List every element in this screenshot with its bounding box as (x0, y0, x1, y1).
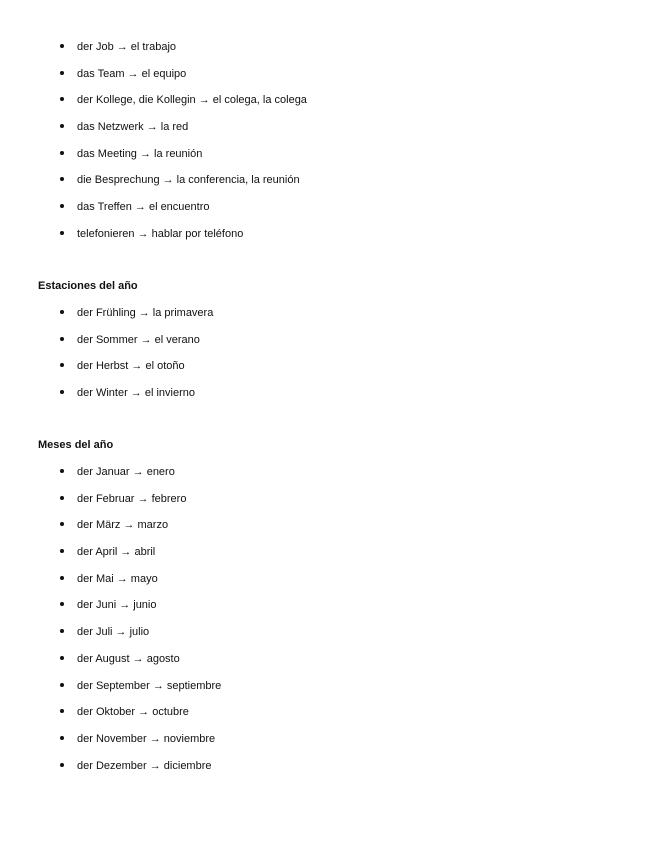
list-item-text: der Herbst → el otoño (77, 360, 185, 373)
bullet-icon (60, 390, 64, 394)
bullet-icon (60, 337, 64, 341)
bullet-icon (60, 522, 64, 526)
list-item-text: der April → abril (77, 546, 156, 559)
list-item-text: der Oktober → octubre (77, 706, 189, 719)
months-list (0, 465, 221, 785)
list-item (0, 333, 213, 360)
bullet-icon (60, 683, 64, 687)
list-item (0, 732, 221, 759)
bullet-icon (60, 736, 64, 740)
bullet-icon (60, 71, 64, 75)
list-item-text: der Januar → enero (77, 466, 175, 478)
work-vocabulary-list (0, 40, 307, 254)
list-item (0, 518, 221, 545)
list-item (0, 545, 221, 572)
list-item-text: der Kollege, die Kollegin → el colega, la colega (77, 94, 307, 107)
list-item (0, 306, 213, 333)
list-item-text: der Dezember → diciembre (77, 759, 212, 772)
list-item-text: der Mai → mayo (77, 572, 158, 585)
list-item (0, 173, 307, 200)
list-item (0, 147, 307, 174)
list-item-text: der Sommer → el verano (77, 333, 200, 346)
bullet-icon (60, 177, 64, 181)
bullet-icon (60, 763, 64, 767)
bullet-icon (60, 576, 64, 580)
list-item-text: der Job → el trabajo (77, 41, 177, 53)
list-item-text: der Winter → el invierno (77, 387, 195, 400)
list-item (0, 652, 221, 679)
list-item (0, 120, 307, 147)
list-item (0, 93, 307, 120)
list-item-text: das Treffen → el encuentro (77, 201, 210, 214)
bullet-icon (60, 151, 64, 155)
bullet-icon (60, 231, 64, 235)
list-item (0, 572, 221, 599)
seasons-heading: Estaciones del año (38, 280, 138, 292)
bullet-icon (60, 97, 64, 101)
list-item-text: das Netzwerk → la red (77, 121, 189, 134)
list-item-text: das Team → el equipo (77, 67, 187, 80)
list-item (0, 227, 307, 254)
bullet-icon (60, 124, 64, 128)
bullet-icon (60, 469, 64, 473)
list-item (0, 625, 221, 652)
list-item (0, 492, 221, 519)
list-item-text: der November → noviembre (77, 732, 216, 745)
bullet-icon (60, 496, 64, 500)
bullet-icon (60, 310, 64, 314)
bullet-icon (60, 204, 64, 208)
list-item (0, 40, 307, 67)
list-item-text: die Besprechung → la conferencia, la reunión (77, 174, 300, 187)
list-item (0, 386, 213, 413)
list-item-text: telefonieren → hablar por teléfono (77, 227, 244, 240)
list-item (0, 359, 213, 386)
list-item-text: der Februar → febrero (77, 492, 187, 505)
list-item-text: der August → agosto (77, 652, 180, 665)
list-item-text: der Juni → junio (77, 599, 157, 612)
list-item (0, 465, 221, 492)
list-item (0, 705, 221, 732)
list-item-text: der Frühling → la primavera (77, 307, 214, 319)
bullet-icon (60, 363, 64, 367)
list-item-text: das Meeting → la reunión (77, 147, 203, 160)
list-item-text: der September → septiembre (77, 679, 222, 692)
bullet-icon (60, 709, 64, 713)
list-item-text: der März → marzo (77, 519, 169, 532)
list-item (0, 200, 307, 227)
list-item (0, 598, 221, 625)
seasons-list (0, 306, 213, 413)
bullet-icon (60, 656, 64, 660)
bullet-icon (60, 602, 64, 606)
months-heading: Meses del año (38, 439, 114, 451)
list-item (0, 67, 307, 94)
list-item (0, 759, 221, 786)
list-item (0, 679, 221, 706)
bullet-icon (60, 44, 64, 48)
list-item-text: der Juli → julio (77, 626, 150, 639)
bullet-icon (60, 629, 64, 633)
bullet-icon (60, 549, 64, 553)
